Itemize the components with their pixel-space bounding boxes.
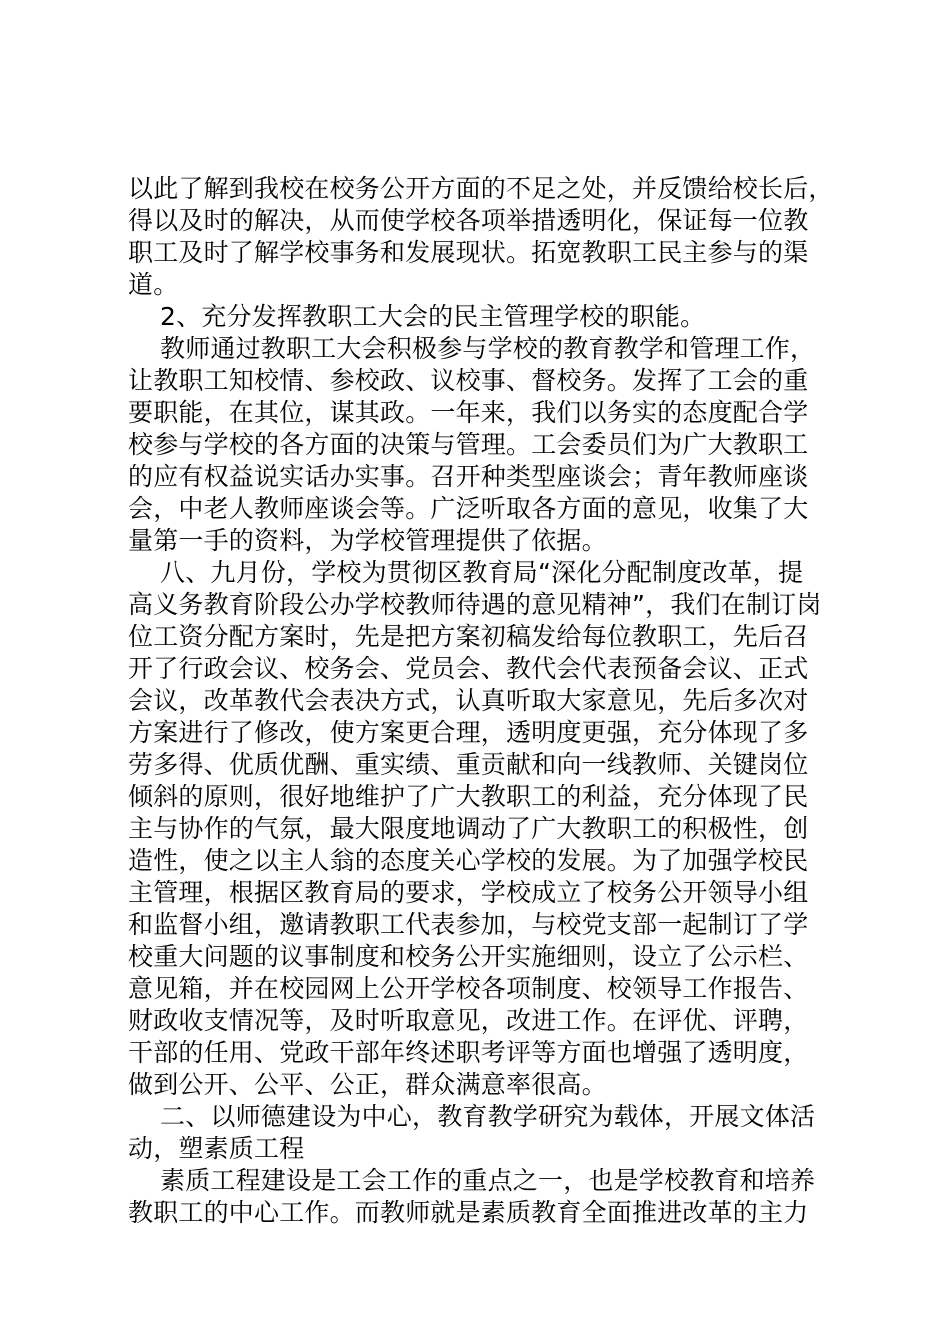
- text-line: 意见箱，并在校园网上公开学校各项制度、校领导工作报告、: [128, 974, 809, 1003]
- text-line: 会，中老人教师座谈会等。广泛听取各方面的意见，收集了大: [128, 494, 809, 523]
- text-line: 要职能，在其位，谋其政。一年来，我们以务实的态度配合学: [128, 398, 809, 427]
- text-line: 教职工的中心工作。而教师就是素质教育全面推进改革的主力: [128, 1198, 809, 1227]
- text-line: 主管理，根据区教育局的要求，学校成立了校务公开领导小组: [128, 878, 809, 907]
- text-line: 开了行政会议、校务会、党员会、教代会代表预备会议、正式: [128, 654, 809, 683]
- section-heading: 二、以师德建设为中心，教育教学研究为载体，开展文体活: [160, 1102, 816, 1131]
- text-line: 量第一手的资料，为学校管理提供了依据。: [128, 526, 607, 555]
- text-line: 造性，使之以主人翁的态度关心学校的发展。为了加强学校民: [128, 846, 809, 875]
- text-line: 道。: [128, 270, 179, 299]
- text-line: 八、九月份，学校为贯彻区教育局“深化分配制度改革，提: [160, 558, 804, 587]
- text-line: 干部的任用、党政干部年终述职考评等方面也增强了透明度，: [128, 1038, 809, 1067]
- text-line: 会议，改革教代会表决方式，认真听取大家意见，先后多次对: [128, 686, 809, 715]
- text-line: 的应有权益说实话办实事。召开种类型座谈会；青年教师座谈: [128, 462, 809, 491]
- text-line: 倾斜的原则，很好地维护了广大教职工的利益，充分体现了民: [128, 782, 809, 811]
- text-line: 让教职工知校情、参校政、议校事、督校务。发挥了工会的重: [128, 366, 809, 395]
- text-line: 素质工程建设是工会工作的重点之一，也是学校教育和培养: [160, 1166, 816, 1195]
- text-line: 校重大问题的议事制度和校务公开实施细则，设立了公示栏、: [128, 942, 809, 971]
- text-line: 2、充分发挥教职工大会的民主管理学校的职能。: [160, 302, 706, 331]
- text-line: 得以及时的解决，从而使学校各项举措透明化，保证每一位教: [128, 206, 809, 235]
- text-line: 教师通过教职工大会积极参与学校的教育教学和管理工作，: [160, 334, 816, 363]
- text-line: 校参与学校的各方面的决策与管理。工会委员们为广大教职工: [128, 430, 809, 459]
- text-line: 以此了解到我校在校务公开方面的不足之处，并反馈给校长后，: [128, 174, 834, 203]
- text-line: 劳多得、优质优酬、重实绩、重贡献和向一线教师、关键岗位: [128, 750, 809, 779]
- text-line: 和监督小组，邀请教职工代表参加，与校党支部一起制订了学: [128, 910, 809, 939]
- text-line: 高义务教育阶段公办学校教师待遇的意见精神”，我们在制订岗: [128, 590, 822, 619]
- text-line: 方案进行了修改，使方案更合理，透明度更强，充分体现了多: [128, 718, 809, 747]
- text-line: 位工资分配方案时，先是把方案初稿发给每位教职工，先后召: [128, 622, 809, 651]
- text-line: 财政收支情况等，及时听取意见，改进工作。在评优、评聘，: [128, 1006, 809, 1035]
- text-line: 做到公开、公平、公正，群众满意率很高。: [128, 1070, 607, 1099]
- text-line: 主与协作的气氛，最大限度地调动了广大教职工的积极性，创: [128, 814, 809, 843]
- text-line: 职工及时了解学校事务和发展现状。拓宽教职工民主参与的渠: [128, 238, 809, 267]
- section-heading: 动，塑素质工程: [128, 1134, 305, 1163]
